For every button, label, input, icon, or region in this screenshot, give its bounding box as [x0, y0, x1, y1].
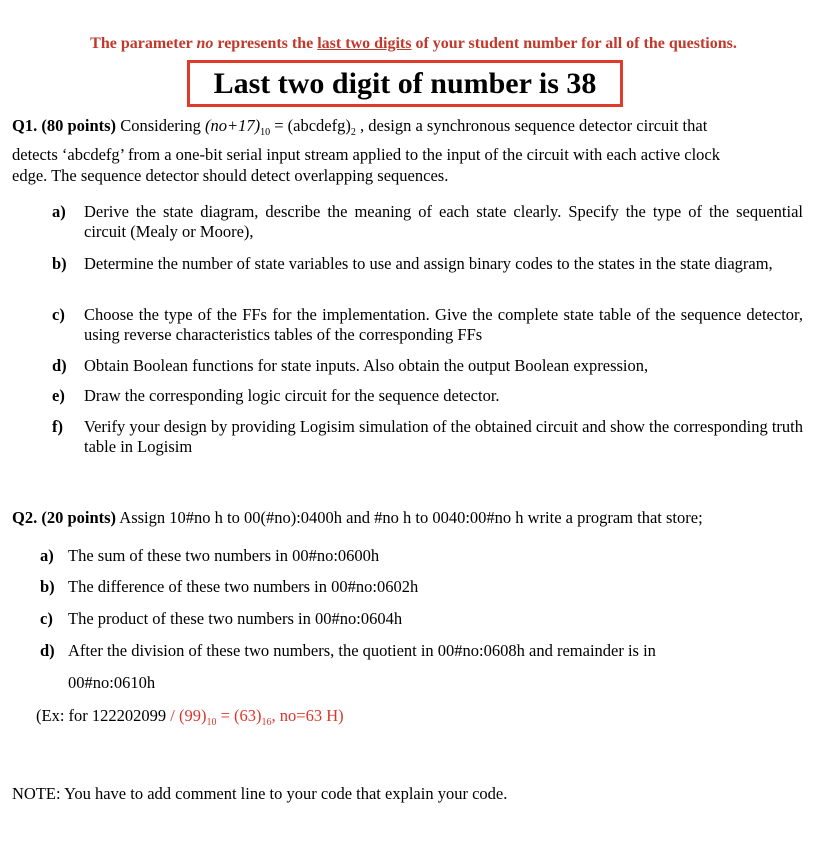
q2-intro-line: Q2. (20 points) Assign 10#no h to 00(#no):0400h and #no h to 0040:00#no h write a program that store; [12, 508, 703, 527]
q1-line-2: detects ‘abcdefg’ from a one-bit serial input stream applied to the input of the circuit with each active clock [12, 145, 721, 164]
q2-label: Q2. (20 points) [12, 508, 117, 527]
note-line: NOTE: You have to add comment line to your code that explain your code. [12, 784, 508, 803]
q2-item-d-continuation: 00#no:0610h [68, 673, 156, 692]
q2-example: (Ex: for $122202099 / (99)_{10} = (63)_{16}$, no=63 H) [36, 706, 344, 728]
q1-intro-line: Q1. (80 points) Considering $(no+17)_{10}$ = $(abcdefg)_2$ , design a synchronous sequence detector circuit that [12, 116, 708, 138]
q1-label: Q1. (80 points) [12, 116, 117, 135]
student-number-banner: Last two digit of number is 38 [187, 60, 623, 107]
instructions-header: The parameter no represents the last two digits of your student number for all of the questions. [90, 35, 737, 52]
q1-line-3: edge. The sequence detector should detect overlapping sequences. [12, 166, 449, 185]
q1-formula: $(no+17)_{10}$ = $(abcdefg)_2$ [204, 116, 356, 138]
